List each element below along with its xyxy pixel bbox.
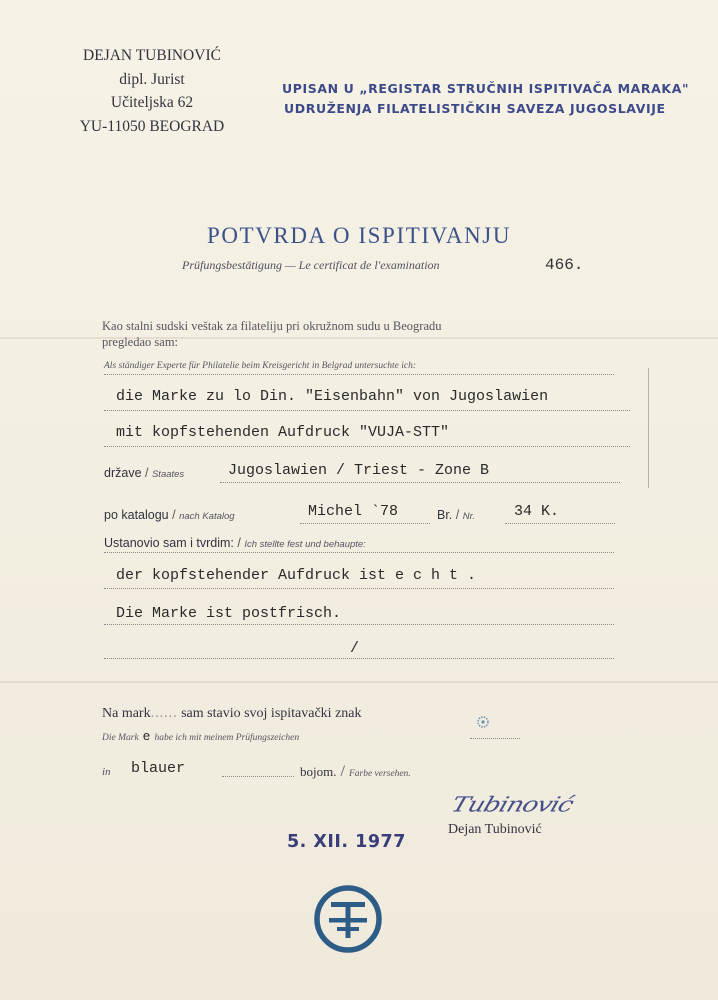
intro-german: Als ständiger Experte für Philatelie beim Kreisgericht in Belgrad untersuchte ich: <box>104 361 417 371</box>
dotted-line <box>222 776 294 777</box>
stamp-line-1: UPISAN U „REGISTAR STRUČNIH ISPITIVAČA MARAKA" <box>282 81 690 96</box>
finding-line-2: Die Marke ist postfrisch. <box>116 605 342 622</box>
catalog-nr-label: Br. / Nr. <box>437 508 476 522</box>
dotted-line <box>104 410 630 411</box>
mark-line-2: Die Mark e habe ich mit meinem Prüfungszeichen <box>102 729 300 744</box>
dotted-line <box>470 738 520 739</box>
intro-line-1: Kao stalni sudski veštak za filateliju pri okružnom sudu u Beogradu <box>102 319 442 333</box>
dotted-line <box>300 523 430 524</box>
examiner-mark-icon <box>476 715 490 729</box>
handwritten-signature: Tubinović <box>448 793 576 817</box>
catalog-number: 34 K. <box>514 503 560 520</box>
finding-line-3: / <box>350 640 360 657</box>
date-stamp: 5. XII. 1977 <box>287 832 406 852</box>
document-title: POTVRDA O ISPITIVANJU <box>206 223 512 248</box>
stamp-line-2: UDRUŽENJA FILATELISTIČKIH SAVEZA JUGOSLAVIJE <box>284 101 666 116</box>
sender-title: dipl. Jurist <box>119 70 185 88</box>
dotted-line <box>104 374 614 375</box>
certificate-number: 466. <box>545 256 584 274</box>
dotted-line <box>505 523 615 524</box>
mark-line-1: Na mark...... sam stavio svoj ispitavački znak <box>102 706 362 721</box>
signature-name: Dejan Tubinović <box>448 822 542 837</box>
monogram-logo-icon <box>312 883 384 955</box>
state-label: države / Staates <box>104 466 185 480</box>
dotted-line <box>104 588 614 589</box>
bojom-label: bojom. / Farbe versehen. <box>300 763 411 780</box>
fold-line <box>0 681 718 683</box>
sender-address <box>62 44 242 138</box>
color-value: blauer <box>131 760 186 777</box>
intro-line-2: pregledao sam: <box>102 335 179 349</box>
catalog-label: po katalogu / nach Katalog <box>104 508 235 522</box>
catalog-value: Michel `78 <box>308 503 399 520</box>
item-line-1: die Marke zu lo Din. "Eisenbahn" von Jugoslawien <box>116 388 549 405</box>
sender-city: YU-11050 BEOGRAD <box>79 117 225 135</box>
registry-stamp <box>282 79 689 119</box>
sender-street: Učiteljska 62 <box>110 94 194 111</box>
finding-label: Ustanovio sam i tvrdim: / Ich stellte fest und behaupte: <box>104 536 366 550</box>
item-line-2: mit kopfstehenden Aufdruck "VUJA-STT" <box>116 424 450 441</box>
dotted-line <box>104 624 614 625</box>
document-subtitle: Prüfungsbestätigung — Le certificat de l'examination <box>182 258 440 272</box>
dotted-line <box>220 482 620 483</box>
dotted-line <box>104 446 630 447</box>
color-line: in <box>102 766 111 778</box>
intro-text <box>102 318 442 350</box>
state-value: Jugoslawien / Triest - Zone B <box>228 462 490 479</box>
dotted-line <box>104 552 614 553</box>
dotted-line <box>104 658 614 659</box>
finding-line-1: der kopfstehender Aufdruck ist e c h t . <box>116 567 477 584</box>
sender-name: DEJAN TUBINOVIĆ <box>83 47 221 64</box>
margin-mark <box>648 368 649 488</box>
